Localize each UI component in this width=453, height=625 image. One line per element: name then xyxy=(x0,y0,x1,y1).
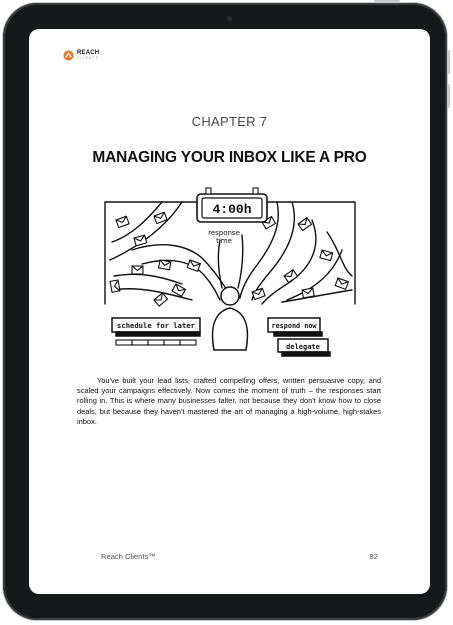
chapter-title: MANAGING YOUR INBOX LIKE A PRO xyxy=(92,149,367,166)
volume-up-button xyxy=(447,50,450,74)
front-camera xyxy=(227,16,232,21)
clock-readout: 4:00h xyxy=(212,202,252,217)
brand-logo xyxy=(63,50,99,61)
volume-down-button xyxy=(447,84,450,108)
brand-name: REACH xyxy=(77,50,100,57)
page-number: 82 xyxy=(369,552,378,561)
inbox-illustration xyxy=(102,180,358,366)
footer-brand: Reach Clients™ xyxy=(101,552,156,561)
sign-schedule-later: schedule for later xyxy=(117,321,195,330)
chapter-label: CHAPTER 7 xyxy=(191,114,268,129)
sign-delegate: delegate xyxy=(286,343,320,351)
clock-caption-1: response xyxy=(208,229,240,237)
chapter-body: You've built your lead lists, crafted compelling offers, written persuasive copy, and scaled your campaigns effectively. Now comes the moment of truth – the responses start rolling in. This is where many businesses falter, not because they don't know how to close deals, but because they haven't mastered the art of managing a high-volume, high-stakes inbox. xyxy=(77,376,381,426)
tablet-frame xyxy=(3,3,447,620)
brand-subtitle: CLIENTS xyxy=(77,56,100,61)
ebook-page xyxy=(29,29,430,594)
sign-respond-now: respond now xyxy=(271,322,317,330)
brand-mark-icon xyxy=(63,50,74,61)
power-button xyxy=(374,0,400,3)
clock-caption-2: time xyxy=(216,237,232,245)
